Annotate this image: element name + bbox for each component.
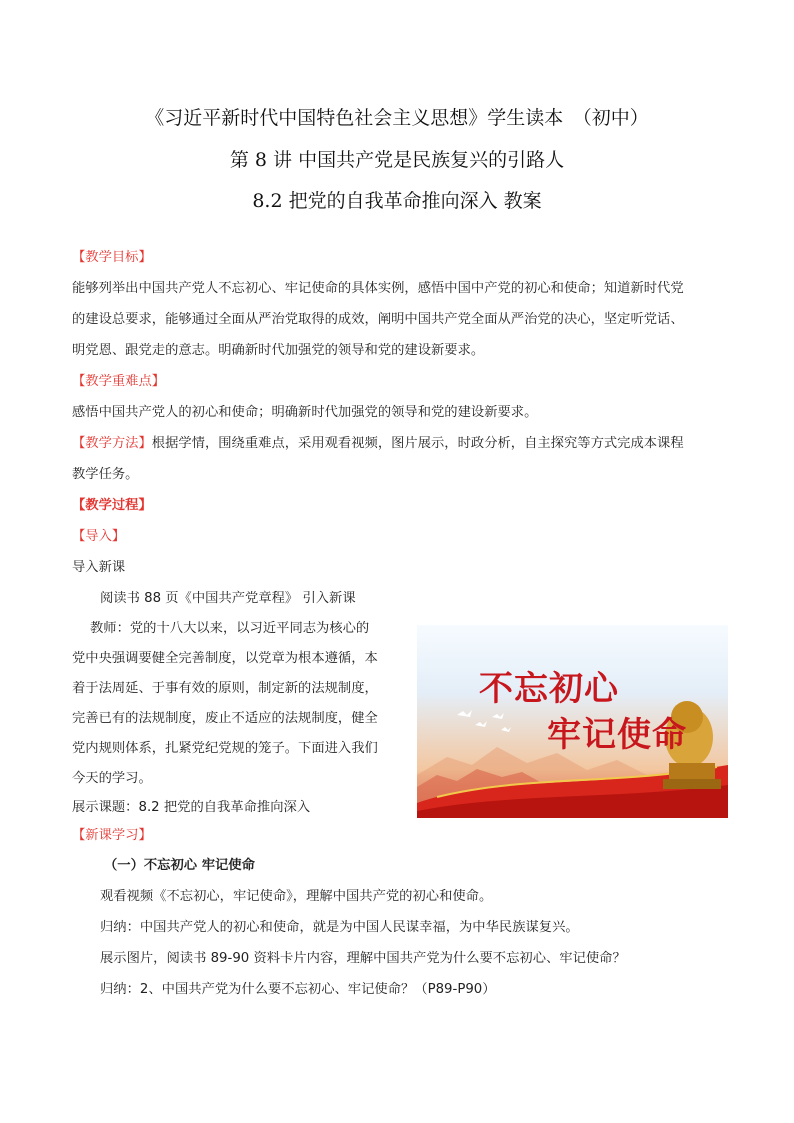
section-heading: （一）不忘初心 牢记使命 — [104, 858, 255, 873]
teacher-line: 着于法周延、于事有效的原则，制定新的法规制度， — [72, 681, 378, 696]
lesson-title: 8.2 把党的自我革命推向深入 教案 — [252, 190, 542, 212]
teacher-text — [72, 614, 426, 794]
process-heading: 【教学过程】 — [72, 498, 152, 513]
section-line: 归纳：中国共产党人的初心和使命，就是为中国人民谋幸福，为中华民族谋复兴。 — [100, 920, 579, 935]
keypoints-text: 感悟中国共产党人的初心和使命；明确新时代加强党的领导和党的建设新要求。 — [72, 405, 538, 420]
lesson-content — [72, 242, 732, 1005]
goals-line: 能够列举出中国共产党人不忘初心、牢记使命的具体实例，感悟中国中产党的初心和使命；知道新时代党 — [72, 281, 684, 296]
teacher-line: 教师：党的十八大以来，以习近平同志为核心的 — [90, 621, 370, 636]
section-line: 归纳：2、中国共产党为什么要不忘初心、牢记使命？（P89-P90） — [100, 982, 496, 997]
dove-icon — [475, 721, 487, 727]
method-heading: 【教学方法】 — [72, 436, 152, 451]
slogan-line-1: 不忘初心 — [479, 669, 619, 709]
goals-line: 明党恩、跟党走的意志。明确新时代加强党的领导和党的建设新要求。 — [72, 343, 485, 358]
lecture-title: 第 8 讲 中国共产党是民族复兴的引路人 — [229, 149, 565, 171]
slogan-illustration — [417, 625, 728, 818]
teacher-line: 党中央强调要健全完善制度，以党章为根本遵循，本 — [72, 651, 378, 666]
dove-icon — [457, 710, 472, 717]
section-line: 展示图片，阅读书 89-90 资料卡片内容，理解中国共产党为什么要不忘初心、牢记使命？ — [100, 951, 626, 966]
goals-heading: 【教学目标】 — [72, 250, 152, 265]
intro-label: 导入新课 — [72, 560, 126, 575]
dove-icon — [501, 727, 511, 732]
slogan-line-2: 牢记使命 — [547, 715, 687, 755]
book-title: 《习近平新时代中国特色社会主义思想》学生读本 （初中） — [145, 107, 649, 129]
section-line: 观看视频《不忘初心，牢记使命》，理解中国共产党的初心和使命。 — [100, 889, 493, 904]
goals-line: 的建设总要求，能够通过全面从严治党取得的成效，阐明中国共产党全面从严治党的决心，坚定听党话、 — [72, 312, 684, 327]
intro-heading: 【导入】 — [72, 529, 126, 544]
method-text-cont: 教学任务。 — [72, 467, 139, 482]
teacher-line: 党内规则体系，扎紧党纪党规的笼子。下面进入我们 — [72, 741, 378, 756]
method-line — [72, 428, 732, 459]
topic-line: 展示课题：8.2 把党的自我革命推向深入 — [72, 800, 311, 815]
dove-icon — [492, 713, 504, 719]
keypoints-heading: 【教学重难点】 — [72, 374, 166, 389]
teacher-line: 今天的学习。 — [72, 771, 152, 786]
new-lesson-heading: 【新课学习】 — [72, 828, 152, 843]
intro-read: 阅读书 88 页《中国共产党章程》 引入新课 — [100, 591, 356, 606]
teacher-line: 完善已有的法规制度，废止不适应的法规制度，健全 — [72, 711, 378, 726]
method-text: 根据学情，围绕重难点，采用观看视频，图片展示，时政分析，自主探究等方式完成本课程 — [151, 436, 684, 451]
